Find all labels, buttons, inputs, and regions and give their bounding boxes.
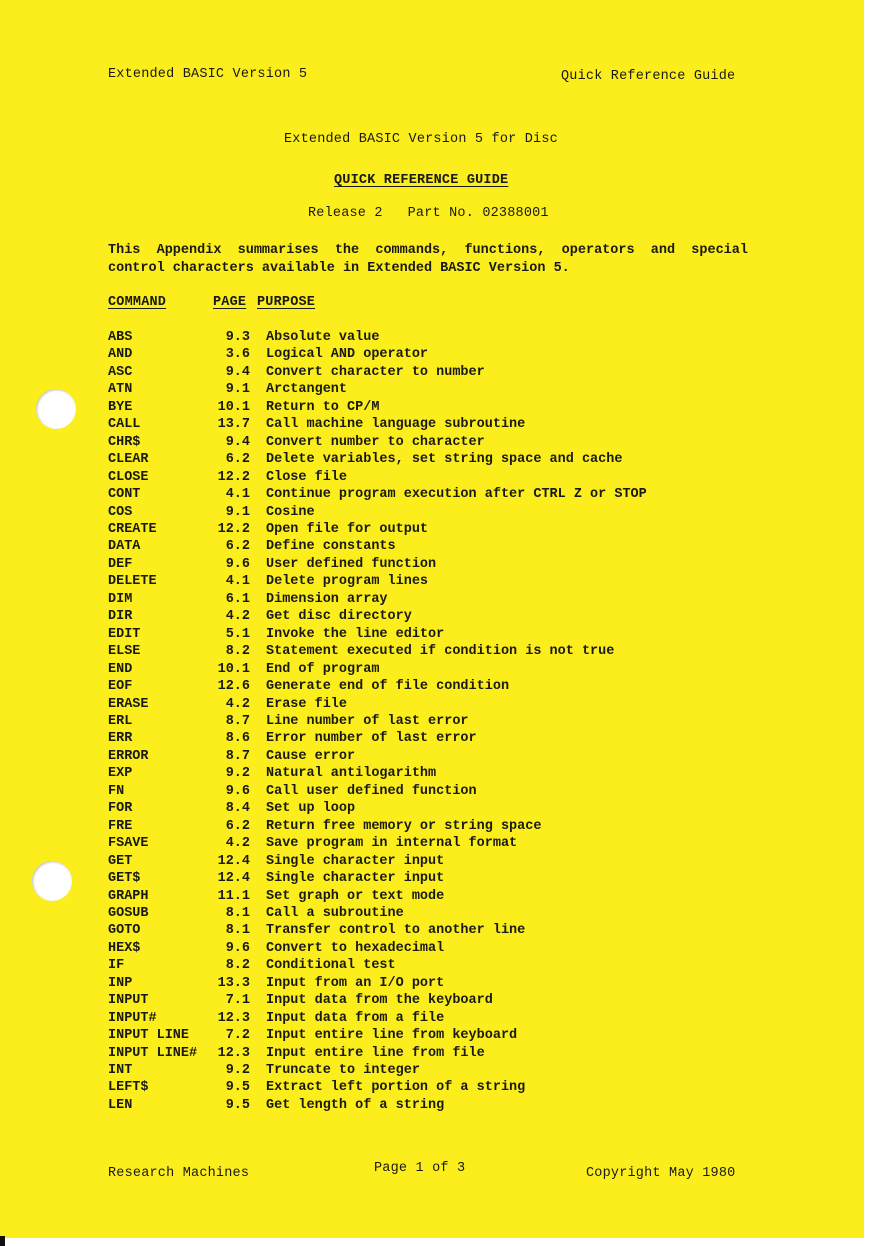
table-row: [108, 451, 647, 468]
command-cell: GRAPH: [108, 888, 149, 904]
page-cell: 9.6: [225, 783, 250, 799]
table-row: [108, 329, 647, 346]
paper-edge-right: [864, 0, 876, 1246]
command-cell: IF: [108, 958, 125, 974]
table-row: [108, 626, 647, 643]
column-header-purpose: PURPOSE: [257, 295, 316, 310]
table-row: [108, 521, 647, 538]
reference-table: [108, 329, 647, 1114]
guide-heading: QUICK REFERENCE GUIDE: [334, 173, 509, 188]
purpose-cell: Continue program execution after CTRL Z or STOP: [266, 487, 647, 503]
table-row: [108, 608, 647, 625]
purpose-cell: Return free memory or string space: [266, 818, 542, 834]
purpose-cell: Delete program lines: [266, 574, 429, 590]
page-cell: 9.2: [225, 766, 250, 782]
page-cell: 8.7: [225, 713, 250, 729]
table-row: [108, 661, 647, 678]
page-cell: 10.1: [217, 661, 250, 677]
page-cell: 8.2: [225, 958, 250, 974]
command-cell: ATN: [108, 382, 133, 398]
purpose-cell: Truncate to integer: [266, 1063, 420, 1079]
purpose-cell: Conditional test: [266, 958, 396, 974]
purpose-cell: Input entire line from file: [266, 1045, 485, 1061]
command-cell: EXP: [108, 766, 133, 782]
purpose-cell: Get disc directory: [266, 609, 412, 625]
table-row: [108, 364, 647, 381]
command-cell: ELSE: [108, 644, 141, 660]
page-cell: 13.7: [217, 417, 250, 433]
purpose-cell: Cause error: [266, 748, 356, 764]
table-row: [108, 730, 647, 747]
command-cell: FN: [108, 783, 125, 799]
page-cell: 9.4: [225, 434, 250, 450]
command-cell: ERL: [108, 713, 133, 729]
purpose-cell: User defined function: [266, 556, 437, 572]
command-cell: INPUT LINE: [108, 1028, 190, 1044]
command-cell: INT: [108, 1063, 133, 1079]
table-row: [108, 381, 647, 398]
table-row: [108, 486, 647, 503]
command-cell: ASC: [108, 364, 133, 380]
purpose-cell: Cosine: [266, 504, 315, 520]
command-cell: ERASE: [108, 696, 149, 712]
page-cell: 8.7: [225, 748, 250, 764]
command-cell: INP: [108, 975, 133, 991]
column-header-page: PAGE: [213, 295, 247, 310]
table-row: [108, 416, 647, 433]
command-cell: COS: [108, 504, 133, 520]
table-row: [108, 1097, 647, 1114]
command-cell: LEN: [108, 1097, 133, 1113]
page-cell: 8.2: [225, 644, 250, 660]
purpose-cell: Convert number to character: [266, 434, 485, 450]
table-row: [108, 853, 647, 870]
page-cell: 8.4: [225, 801, 250, 817]
intro-line-2: control characters available in Extended BASIC Version 5.: [108, 261, 570, 276]
command-cell: EDIT: [108, 626, 141, 642]
column-header-command: COMMAND: [108, 295, 167, 310]
purpose-cell: Input from an I/O port: [266, 975, 445, 991]
purpose-cell: Set up loop: [266, 801, 356, 817]
purpose-cell: Natural antilogarithm: [266, 766, 437, 782]
command-cell: BYE: [108, 399, 133, 415]
table-row: [108, 1062, 647, 1079]
purpose-cell: Convert to hexadecimal: [266, 940, 445, 956]
command-cell: CLOSE: [108, 469, 149, 485]
table-row: [108, 922, 647, 939]
punch-hole-bottom: [32, 861, 72, 901]
table-row: [108, 399, 647, 416]
intro-line-1: This Appendix summarises the commands, functions, operators and special: [108, 243, 748, 258]
purpose-cell: Single character input: [266, 853, 445, 869]
purpose-cell: Logical AND operator: [266, 347, 429, 363]
page-cell: 13.3: [217, 975, 250, 991]
header-right: Quick Reference Guide: [561, 69, 736, 84]
page-cell: 9.6: [225, 940, 250, 956]
page-cell: 7.2: [225, 1028, 250, 1044]
footer-left: Research Machines: [108, 1166, 250, 1181]
table-row: [108, 591, 647, 608]
footer-right: Copyright May 1980: [586, 1166, 736, 1181]
command-cell: FOR: [108, 801, 133, 817]
command-cell: DATA: [108, 539, 141, 555]
page-cell: 12.4: [217, 853, 250, 869]
page-cell: 4.2: [225, 836, 250, 852]
page-cell: 12.3: [217, 1045, 250, 1061]
command-cell: ERROR: [108, 748, 149, 764]
purpose-cell: Call user defined function: [266, 783, 477, 799]
intro-paragraph: [108, 242, 748, 278]
table-row: [108, 713, 647, 730]
command-cell: LEFT$: [108, 1080, 149, 1096]
purpose-cell: Arctangent: [266, 382, 348, 398]
page-cell: 9.2: [225, 1063, 250, 1079]
command-cell: CONT: [108, 487, 141, 503]
paper-edge-bottom: [0, 1238, 876, 1246]
purpose-cell: Absolute value: [266, 330, 380, 345]
table-row: [108, 469, 647, 486]
page-cell: 9.4: [225, 364, 250, 380]
table-row: [108, 975, 647, 992]
command-cell: ERR: [108, 731, 133, 747]
command-cell: INPUT#: [108, 1010, 157, 1026]
purpose-cell: Generate end of file condition: [266, 679, 510, 695]
purpose-cell: Convert character to number: [266, 364, 485, 380]
table-row: [108, 1045, 647, 1062]
table-row: [108, 783, 647, 800]
purpose-cell: Error number of last error: [266, 731, 477, 747]
command-cell: DEF: [108, 556, 133, 572]
command-cell: CHR$: [108, 434, 141, 450]
command-cell: CLEAR: [108, 452, 149, 468]
purpose-cell: Erase file: [266, 696, 348, 712]
purpose-cell: Delete variables, set string space and cache: [266, 452, 623, 468]
table-row: [108, 765, 647, 782]
page-cell: 9.5: [225, 1080, 250, 1096]
command-cell: END: [108, 661, 133, 677]
page-cell: 12.2: [217, 469, 250, 485]
page-cell: 9.1: [225, 504, 250, 520]
page-cell: 9.3: [225, 330, 250, 345]
purpose-cell: End of program: [266, 661, 380, 677]
table-row: [108, 696, 647, 713]
purpose-cell: Call a subroutine: [266, 905, 404, 921]
page-cell: 4.1: [225, 487, 250, 503]
table-row: [108, 556, 647, 573]
header-left: Extended BASIC Version 5: [108, 67, 308, 82]
table-row: [108, 573, 647, 590]
command-cell: HEX$: [108, 940, 141, 956]
page-cell: 4.2: [225, 696, 250, 712]
page-cell: 6.2: [225, 539, 250, 555]
purpose-cell: Single character input: [266, 871, 445, 887]
command-cell: CREATE: [108, 521, 157, 537]
reference-table-body: [108, 329, 647, 1114]
command-cell: FSAVE: [108, 836, 149, 852]
page-cell: 12.3: [217, 1010, 250, 1026]
purpose-cell: Save program in internal format: [266, 836, 518, 852]
command-cell: ABS: [108, 330, 133, 345]
page-cell: 6.1: [225, 591, 250, 607]
command-cell: INPUT LINE#: [108, 1045, 198, 1061]
purpose-cell: Extract left portion of a string: [266, 1080, 526, 1096]
page-cell: 12.6: [217, 679, 250, 695]
table-row: [108, 888, 647, 905]
purpose-cell: Open file for output: [266, 521, 429, 537]
table-row: [108, 1027, 647, 1044]
table-row: [108, 643, 647, 660]
page-cell: 9.1: [225, 382, 250, 398]
purpose-cell: Input data from the keyboard: [266, 993, 493, 1009]
command-cell: AND: [108, 347, 133, 363]
table-row: [108, 346, 647, 363]
table-row: [108, 1010, 647, 1027]
table-row: [108, 870, 647, 887]
purpose-cell: Line number of last error: [266, 713, 469, 729]
page-cell: 6.2: [225, 818, 250, 834]
document-title: Extended BASIC Version 5 for Disc: [284, 132, 558, 147]
command-cell: INPUT: [108, 993, 149, 1009]
page-cell: 10.1: [217, 399, 250, 415]
purpose-cell: Define constants: [266, 539, 396, 555]
page-cell: 8.6: [225, 731, 250, 747]
table-row: [108, 678, 647, 695]
command-cell: DIR: [108, 609, 133, 625]
page-cell: 5.1: [225, 626, 250, 642]
table-row: [108, 504, 647, 521]
purpose-cell: Input entire line from keyboard: [266, 1028, 518, 1044]
page-cell: 8.1: [225, 905, 250, 921]
punch-hole-top: [36, 389, 76, 429]
page-cell: 11.1: [217, 888, 250, 904]
command-cell: CALL: [108, 417, 141, 433]
footer-page-number: Page 1 of 3: [374, 1161, 466, 1176]
table-row: [108, 538, 647, 555]
purpose-cell: Close file: [266, 469, 348, 485]
table-row: [108, 800, 647, 817]
page-cell: 9.6: [225, 556, 250, 572]
purpose-cell: Return to CP/M: [266, 399, 380, 415]
command-cell: GET: [108, 853, 133, 869]
page-cell: 4.1: [225, 574, 250, 590]
table-row: [108, 434, 647, 451]
command-cell: DIM: [108, 591, 133, 607]
command-cell: GET$: [108, 871, 141, 887]
page-cell: 6.2: [225, 452, 250, 468]
table-row: [108, 940, 647, 957]
purpose-cell: Get length of a string: [266, 1097, 445, 1113]
page-cell: 12.2: [217, 521, 250, 537]
table-row: [108, 748, 647, 765]
page-cell: 3.6: [225, 347, 250, 363]
command-cell: GOTO: [108, 923, 141, 939]
table-row: [108, 905, 647, 922]
purpose-cell: Invoke the line editor: [266, 626, 445, 642]
scan-corner-mark: [0, 1236, 5, 1246]
table-row: [108, 818, 647, 835]
page-cell: 12.4: [217, 871, 250, 887]
table-row: [108, 835, 647, 852]
command-cell: DELETE: [108, 574, 157, 590]
purpose-cell: Statement executed if condition is not true: [266, 644, 615, 660]
purpose-cell: Dimension array: [266, 591, 388, 607]
command-cell: EOF: [108, 679, 133, 695]
table-row: [108, 992, 647, 1009]
command-cell: GOSUB: [108, 905, 149, 921]
page-cell: 9.5: [225, 1097, 250, 1113]
purpose-cell: Call machine language subroutine: [266, 417, 526, 433]
table-row: [108, 957, 647, 974]
page-cell: 4.2: [225, 609, 250, 625]
purpose-cell: Set graph or text mode: [266, 888, 445, 904]
command-cell: FRE: [108, 818, 133, 834]
release-line: Release 2 Part No. 02388001: [308, 206, 549, 221]
table-row: [108, 1079, 647, 1096]
page-cell: 7.1: [225, 993, 250, 1009]
purpose-cell: Transfer control to another line: [266, 923, 526, 939]
purpose-cell: Input data from a file: [266, 1010, 445, 1026]
page-cell: 8.1: [225, 923, 250, 939]
